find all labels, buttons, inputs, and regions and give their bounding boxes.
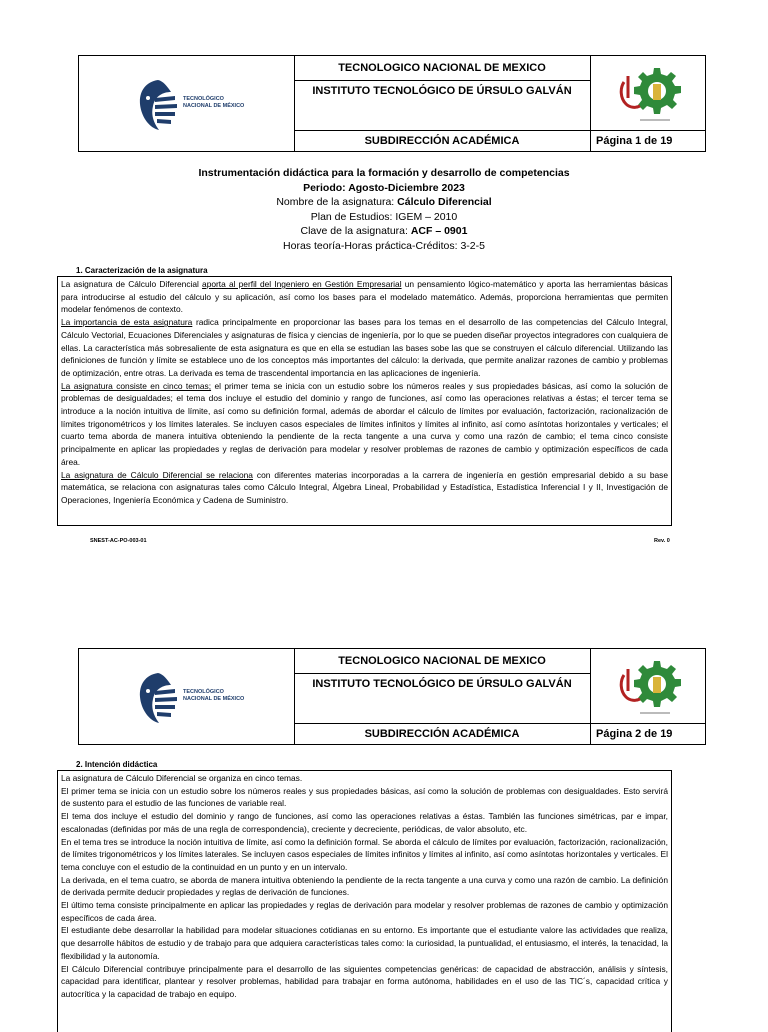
title-key: Clave de la asignatura: ACF – 0901: [300, 225, 468, 237]
tecnm-logo-text: TECNOLÓGICO NACIONAL DE MÉXICO: [183, 96, 245, 109]
section-1-title: 1. Caracterización de la asignatura: [76, 266, 208, 275]
header-institute: INSTITUTO TECNOLÓGICO DE ÚRSULO GALVÁN: [312, 678, 572, 690]
header-institution: TECNOLOGICO NACIONAL DE MEXICO: [294, 649, 590, 674]
header-department: SUBDIRECCIÓN ACADÉMICA: [294, 130, 590, 151]
title-period: Periodo: Agosto-Diciembre 2023: [303, 181, 465, 194]
section-2-paragraph: En el tema tres se introduce la noción intuitiva de límite, así como la definición formal. Se aborda el cálculo de límites por evaluación, factorización, racionalización, de límites trigonométricos y los límites laterales. Se incluyen casos especiales de límites infinitos y límites al infinito, así como asíntotas horizontales y verticales. El tema concluye con el estudio de la continuidad en un punto y en un intervalo.: [61, 836, 668, 872]
header-page-number: Página 1 de 19: [590, 130, 705, 151]
tecnm-logo-text: TECNOLÓGICO NACIONAL DE MÉXICO: [183, 689, 245, 702]
header-institution: TECNOLOGICO NACIONAL DE MEXICO: [294, 56, 590, 81]
institute-seal-icon: [610, 655, 686, 725]
footer-code: SNEST-AC-PO-003-01: [90, 538, 147, 544]
section-2-box: [57, 770, 672, 1032]
title-line-1: Instrumentación didáctica para la formación y desarrollo de competencias: [198, 167, 570, 179]
section-2-paragraph: El Cálculo Diferencial contribuye principalmente para el desarrollo de las siguientes competencias genéricas: de capacidad de abstracción, análisis y síntesis, capacidad para identificar, plantear y resolver problemas, habilidad para trabajar en forma autónoma, habilidades en el uso de las TIC´s, capacidad crítica y autocrítica y la capacidad de trabajo en equipo.: [61, 963, 668, 999]
section-2-title: 2. Intención didáctica: [76, 760, 158, 769]
footer-rev: Rev. 0: [654, 538, 670, 544]
section-1-paragraph: La asignatura consiste en cinco temas; el primer tema se inicia con un estudio sobre los números reales y sus propiedades básicas, así como la solución de problemas de desigualdades; el tema dos incluye el estudio del dominio y rango de funciones, así como las operaciones relativas a éstas; el tercer tema se introduce a la noción intuitiva de límite, así como su definición formal, además de abordar el cálculo de límites por evaluación, factorización, racionalización de límites trigonométricos y los límites laterales. Se incluyen casos especiales de límites infinitos y límites al infinito, así como asíntotas horizontales y verticales; el cuarto tema aborda de manera intuitiva obteniendo la pendiente de la recta tangente a una curva y como una razón de cambio; el tema cinco consiste principalmente en aplicar las propiedades y reglas de derivación para modelar y resolver problemas de razones de cambio y optimización específicos de cada área.: [61, 380, 668, 467]
section-1-paragraph: La asignatura de Cálculo Diferencial se relaciona con diferentes materias incorporadas a la carrera de ingeniería en gestión empresarial debido a su base matemática, se relaciona con asignaturas tales como Cálculo Integral, Álgebra Lineal, Probabilidad y Estadística, Estadística Inferencial I y II, Investigación de Operaciones, Ingeniería Económica y Cadena de Suministro.: [61, 469, 669, 505]
page-header: [78, 648, 706, 745]
tecnm-logo-icon: [135, 671, 181, 725]
header-institute: INSTITUTO TECNOLÓGICO DE ÚRSULO GALVÁN: [312, 85, 572, 97]
section-2-paragraph: El tema dos incluye el estudio del dominio y rango de funciones, así como las operaciones relativas a éstas. También las funciones simétricas, par e impar, escalonadas (definidas por más de una regla de correspondencia), creciente y decreciente, periódicas, de valor absoluto, etc.: [61, 811, 668, 834]
header-center-cell: [294, 649, 591, 744]
section-2-paragraph: El estudiante debe desarrollar la habilidad para modelar situaciones cotidianas en su entorno. Es importante que el estudiante valore las actividades que realiza, que desarrolle hábitos de estudio y de trabajo para que adquiera características tales como: la curiosidad, la puntualidad, el entusiasmo, el interés, la tenacidad, la flexibilidad y la autonomía.: [61, 925, 668, 961]
header-right-cell: [590, 649, 705, 744]
section-1-paragraph: La asignatura de Cálculo Diferencial aporta al perfil del Ingeniero en Gestión Empresarial un pensamiento lógico-matemático y aporta las herramientas básicas para introducirse al estudio del cálculo y su aplicación, así como los bases para el modelado matemático. Además, proporciona herramientas que permiten modelar fenómenos de contexto.: [61, 279, 668, 315]
header-page-number: Página 2 de 19: [590, 723, 705, 744]
header-department: SUBDIRECCIÓN ACADÉMICA: [294, 723, 590, 744]
header-logo-cell: [79, 649, 295, 744]
section-2-paragraph: El primer tema se inicia con un estudio sobre los números reales y sus propiedades básicas, así como la solución de problemas con desigualdades. Esto servirá de sustento para el estudio de las funciones de variable real.: [61, 785, 668, 809]
title-subject: Nombre de la asignatura: Cálculo Diferencial: [276, 196, 492, 208]
section-2-paragraph: La derivada, en el tema cuatro, se aborda de manera intuitiva obteniendo la pendiente de la recta tangente a una curva y como una razón de cambio. La definición de derivada permite deducir propiedades y reglas de derivación de funciones.: [61, 874, 668, 898]
section-1-paragraph: La importancia de esta asignatura radica principalmente en proporcionar las bases para los temas en el desarrollo de las competencias del Cálculo Integral, Cálculo Vectorial, Ecuaciones Diferenciales y asignaturas de física y ciencias de ingeniería, por lo que se pueden diseñar proyectos integradores con cualquiera de ellas. La característica más sobresaliente de esta asignatura es que en ella se estudian las bases sobe las que se construyen el cálculo diferencial. Utilizando las definiciones de función y límite se establece uno de los conceptos más importantes del cálculo: la derivada, que permite analizar razones de cambio y problemas de optimización, entre otras. La derivada es tema de trascendental importancia en las aplicaciones de ingeniería.: [61, 317, 669, 378]
section-2-paragraph: El último tema consiste principalmente en aplicar las propiedades y reglas de derivación para modelar y resolver problemas de razones de cambio y optimización específicos de cada área.: [61, 900, 668, 923]
section-2-paragraph: La asignatura de Cálculo Diferencial se organiza en cinco temas.: [61, 773, 303, 783]
title-plan: Plan de Estudios: IGEM – 2010: [310, 210, 458, 223]
title-hours: Horas teoría-Horas práctica-Créditos: 3-2-5: [283, 239, 485, 252]
